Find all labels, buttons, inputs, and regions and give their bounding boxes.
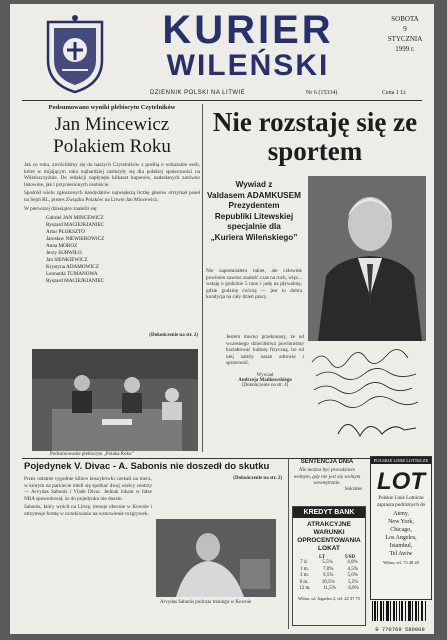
title-kurier: KURIER xyxy=(162,8,334,52)
interview-body-1: Nie zapomniałem rakiet, ale człowiek powinien zawsze znaleźć czas na ruch, więc... wstaję o godzinie 5 rano i jadę na pływalnię, gdzie godzinę ćwiczę — jest to dobra kondycja na cały dzień pracy. xyxy=(206,268,302,301)
quote-title: SENTENCJA DNIA xyxy=(300,459,354,465)
interview-intro xyxy=(206,180,302,243)
intro-line: Prezydentem xyxy=(228,201,280,210)
plebiscite-title: Polakiem Roku xyxy=(53,136,171,157)
plebiscite-continued: (Dokończenie na str. 2) xyxy=(149,333,198,338)
meeting-photo xyxy=(32,349,198,451)
list-item: Krystyna ADAMOWICZ xyxy=(46,264,99,271)
intro-line: Wywiad z xyxy=(235,180,273,189)
date-day: SOBOTA xyxy=(391,15,419,23)
kredyt-bank-ad xyxy=(292,506,366,626)
sport-column-1 xyxy=(24,476,152,518)
subtitle: DZIENNIK POLSKI NA LITWIE xyxy=(150,90,246,96)
table-row: 12 m. 11,5% 6,0% xyxy=(299,586,359,591)
column-divider xyxy=(202,104,203,452)
lot-text: zaprasza podróżnych do xyxy=(376,503,426,508)
meeting-illustration xyxy=(32,349,198,451)
sabonis-photo xyxy=(156,519,276,597)
masthead-rule xyxy=(22,100,422,101)
date-number: 9 xyxy=(403,25,407,33)
lot-subtitle: Polskie Linie Lotnicze xyxy=(378,496,424,501)
table-row: 7 d. 5,5% 4,0% xyxy=(300,560,358,565)
quote-of-the-day xyxy=(292,459,362,501)
date-month: STYCZNIA xyxy=(387,35,423,43)
sport-body-2: Sabonis, który wrócił na Litwę, trenuje obecnie w Kownie i utrzymuje formę w oczekiwaniu na wznowienie rozgrywek. xyxy=(24,504,152,517)
bank-line-3: OPROCENTOWANIA xyxy=(297,537,361,544)
bank-col-usd: USD xyxy=(345,555,356,560)
sport-headline: Pojedynek V. Divac - A. Sabonis nie doszedł do skutku xyxy=(24,461,270,472)
bank-headline xyxy=(293,521,365,553)
barcode-number: 9 770769 580008 xyxy=(375,626,425,633)
sabonis-illustration xyxy=(156,519,276,597)
bank-line-2: WARUNKI xyxy=(313,529,345,536)
quote-author: Sokrates xyxy=(344,486,362,492)
column-divider xyxy=(288,459,289,629)
date-block xyxy=(380,14,430,54)
interview-body-column-2 xyxy=(226,334,304,388)
list-item: Jan SIENKIEWICZ xyxy=(46,257,88,264)
interview-headline: Nie rozstaję się ze sportem xyxy=(212,107,418,166)
list-item: Anna MOROZ xyxy=(46,243,78,250)
issue-number: Nr 6 (15334) xyxy=(306,90,338,96)
list-item: Tel Awiw xyxy=(389,551,413,557)
interview-body-column-1 xyxy=(206,268,302,301)
lot-airlines-ad xyxy=(370,456,432,600)
plebiscite-body-2: Spośród wielu zgłoszonych kandydatów największą liczbę głosów otrzymał poseł na Sejm RL, prezes Związku Polaków na Litwie Jan Mincewicz. xyxy=(24,190,200,203)
table-row: 6 m. 10,5% 5,5% xyxy=(299,579,359,585)
list-item: Ryszard MACIEJKIANIEC xyxy=(46,222,105,229)
meeting-photo-caption: Podsumowanie plebiscytu „Polaka Roku” xyxy=(50,452,134,457)
portrait-illustration xyxy=(308,176,426,341)
plebiscite-names-list xyxy=(24,215,200,285)
masthead xyxy=(10,4,434,100)
list-item: Jarosław NIEWIEROWICZ xyxy=(46,236,105,243)
intro-line: specjalnie dla xyxy=(227,222,281,231)
list-item: Jerzy SURWIŁO xyxy=(46,250,82,257)
table-row: 3 m. 9,5% 5,0% xyxy=(300,573,358,578)
bank-line-4: LOKAT xyxy=(318,545,340,552)
lot-phone: Wilno, tel. 73 48 20 xyxy=(383,560,419,565)
title-wilenski: WILEŃSKI xyxy=(166,49,330,82)
sport-body-1: Przez ostatnie tygodnie kibice koszykówki czekali na mecz, w którym na parkiecie mieli się spotkać dwaj wielcy centrzy — Arvydas Sabonis i Vlade Divac. Jednak lokaut w lidze NBA spowodował, że do pojedynku nie doszło. xyxy=(24,476,152,502)
bank-brand: KREDYT BANK xyxy=(293,507,365,518)
plebiscite-kicker: Podsumowano wyniki plebiscytu Czytelników xyxy=(48,104,176,111)
list-item: Ryszard MACIEJKIANIEC xyxy=(46,278,105,285)
sport-column-2 xyxy=(158,476,282,518)
handwritten-signature xyxy=(308,344,426,452)
coat-of-arms-seal xyxy=(42,14,108,94)
intro-line: Valdasem ADAMKUSEM xyxy=(207,190,301,200)
bank-line-1: ATRAKCYJNE xyxy=(307,521,351,528)
list-item: Los Angeles, xyxy=(385,535,417,541)
plebiscite-name: Jan Mincewicz xyxy=(54,114,170,135)
barcode-bars xyxy=(370,601,430,621)
bank-address: Wilno, ul. Jogailos 2, tel. 22 37 75 xyxy=(298,595,360,601)
bank-rates-table xyxy=(293,560,365,593)
plebiscite-body-1: Jak co roku, zwróciliśmy się do naszych Czytelników z prośbą o wskazanie osób, które w mijającym roku najbardziej zasłużyły się dla polskiej społeczności na Wileńszczyźnie. Do redakcji napłynęło kilkaset kuponów, nadesłanych zarówno listownie, jak i przyniesionych osobiście. xyxy=(24,162,200,188)
list-item: Leonarda TUMANOWA xyxy=(46,271,98,278)
president-portrait-photo xyxy=(308,176,426,341)
table-row: 1 m. 7,0% 4,5% xyxy=(300,566,358,572)
lot-cities xyxy=(371,510,431,558)
plebiscite-article xyxy=(24,104,200,340)
intro-line: Republiki Litewskiej xyxy=(214,211,294,221)
masthead-subline xyxy=(10,86,434,100)
plebiscite-body-3: W pierwszej dziesiątce znaleźli się: xyxy=(24,205,98,212)
sport-continued: (Dokończenie na str. 2) xyxy=(233,476,282,481)
newspaper-page xyxy=(10,4,434,634)
list-item: Ateny, xyxy=(393,511,409,517)
lot-top-bar: POLSKIE LINIE LOTNICZE xyxy=(371,457,431,464)
barcode xyxy=(370,601,430,633)
list-item: Chicago, xyxy=(390,527,412,533)
price: Cena 1 Lt xyxy=(382,90,406,96)
list-item: Artur PŁOKSZTO xyxy=(46,229,85,236)
interview-author-label: Wywiad xyxy=(256,372,274,378)
list-item: New York, xyxy=(388,519,414,525)
sabonis-photo-caption: Arvydas Sabonis podczas treningu w Kownie xyxy=(160,600,252,605)
interview-author: Andrzeja Mańkowskiego xyxy=(238,377,292,383)
lot-logo: LOT xyxy=(377,468,425,495)
quote-text: Nie można być prawdziwie wolnym, gdy nie jest się wolnym wewnętrznie. xyxy=(293,467,361,487)
handwritten-dedication xyxy=(308,344,426,452)
list-item: Istambul, xyxy=(389,543,413,549)
intro-line: „Kuriera Wileńskiego” xyxy=(210,232,298,242)
bank-col-lt: LT xyxy=(318,555,326,560)
interview-body-2: Jestem mocno przekonany, że od wczesnego dzieciństwa powinniśmy kształtować kulturę fizyczną, bo od niej zależy nasze zdrowie i sprawność. xyxy=(226,334,304,367)
date-year: 1999 r. xyxy=(395,45,415,53)
list-item: Gabriel JAN MINCEWICZ xyxy=(46,215,104,222)
interview-continued: (Dokończenie na str. 4) xyxy=(241,382,289,388)
